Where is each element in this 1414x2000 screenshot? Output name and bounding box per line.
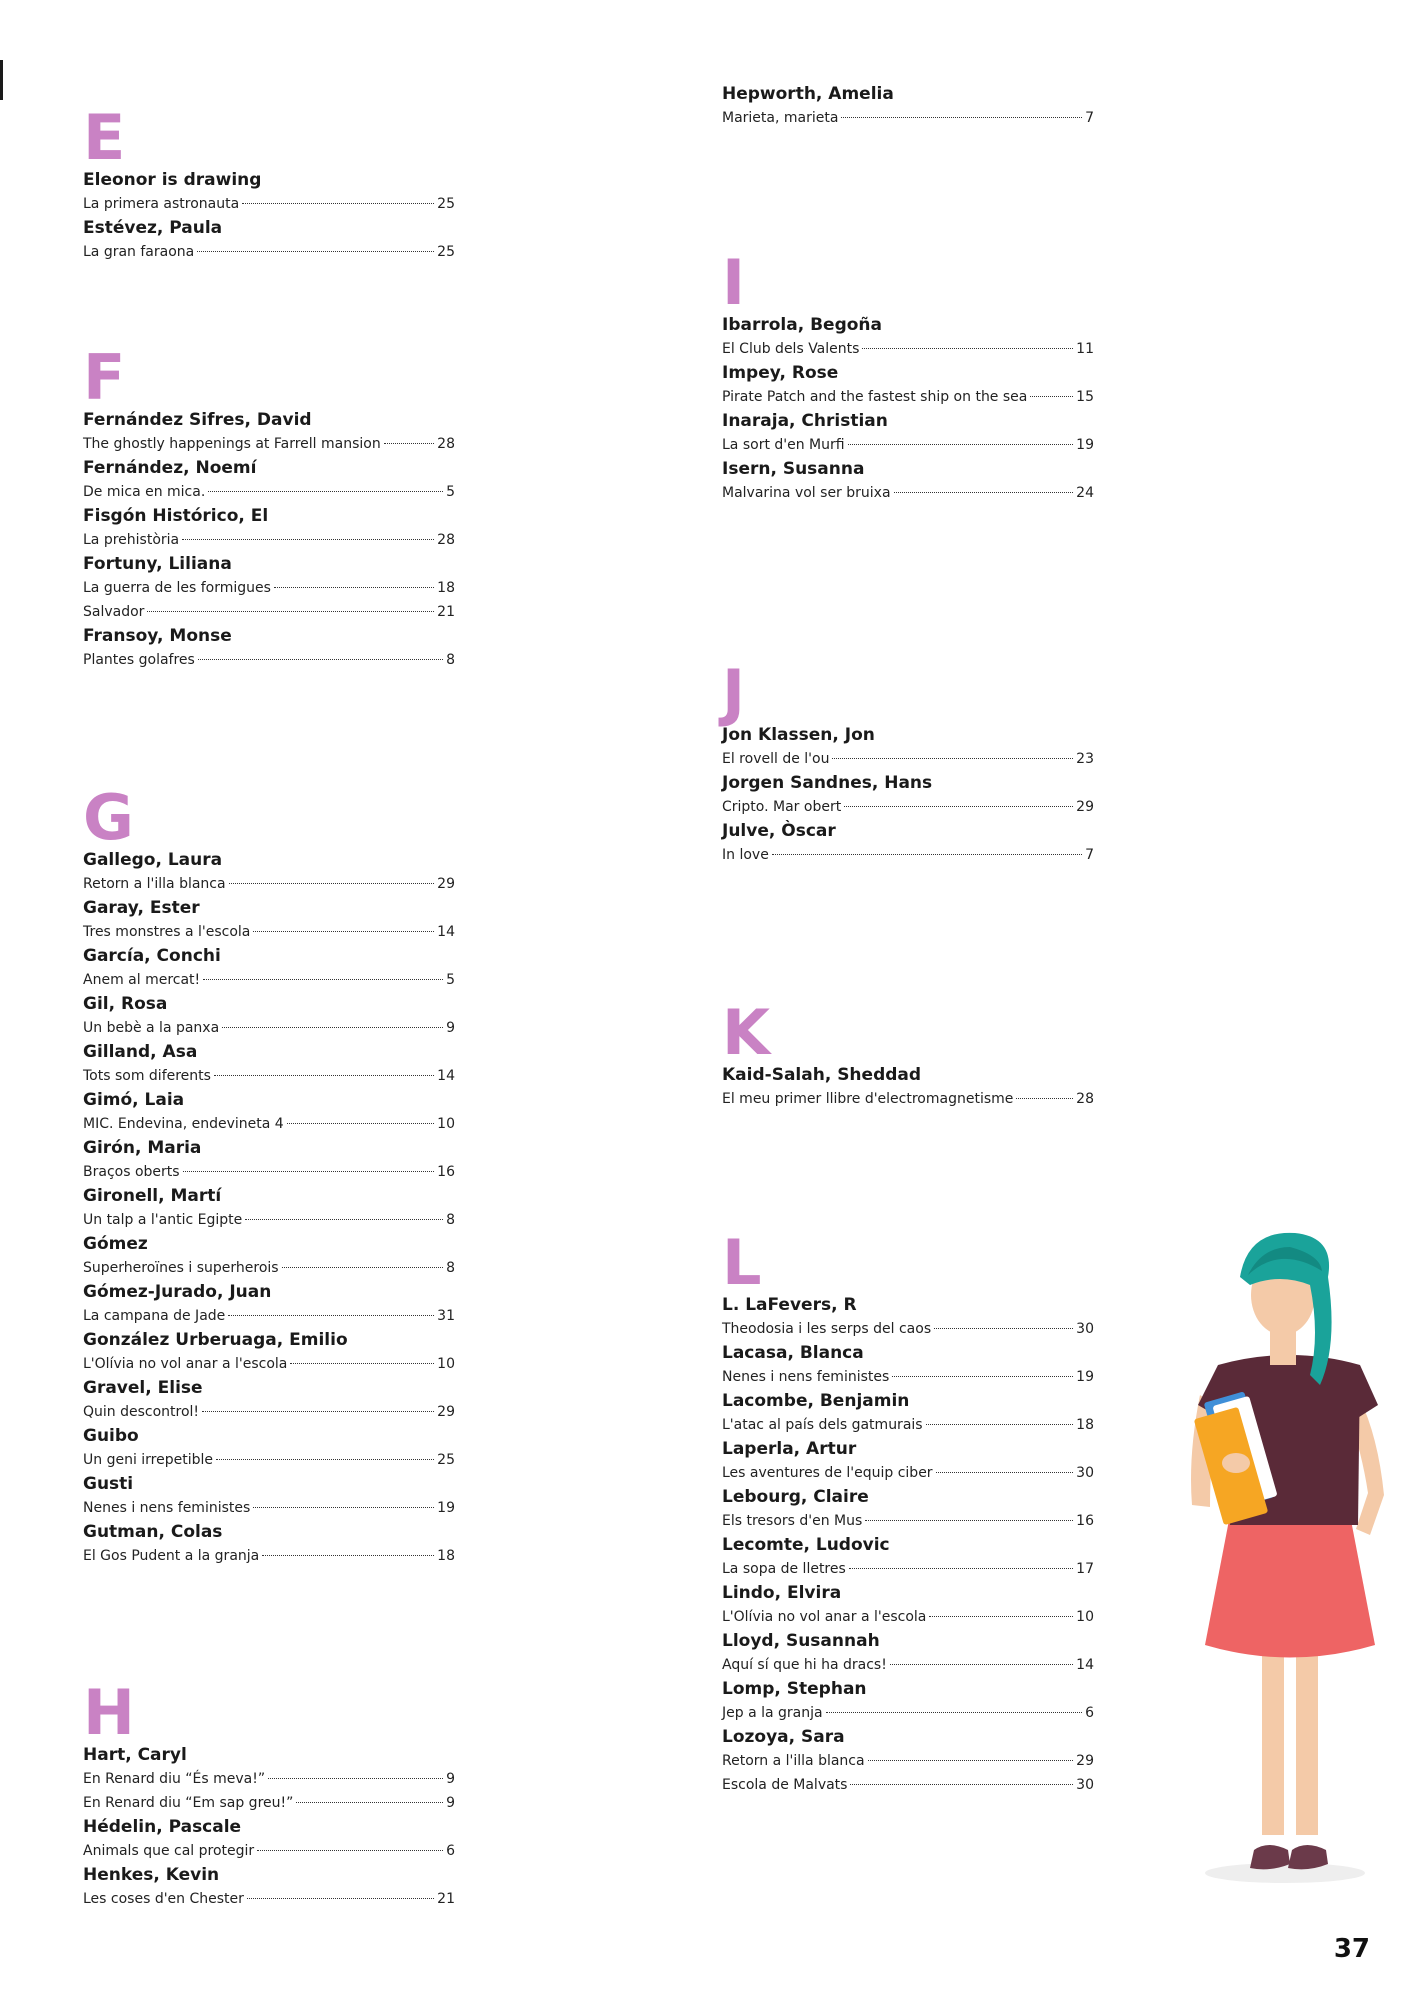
- page-reference: 30: [1076, 1321, 1094, 1337]
- book-entry: [722, 795, 1094, 819]
- dot-leader: [865, 1520, 1073, 1521]
- dot-leader: [849, 1568, 1073, 1569]
- page-reference: 10: [437, 1116, 455, 1132]
- book-entry: [83, 192, 455, 216]
- dot-leader: [253, 1507, 434, 1508]
- dot-leader: [274, 587, 434, 588]
- book-title: Un talp a l'antic Egipte: [83, 1212, 243, 1228]
- book-title: Theodosia i les serps del caos: [722, 1321, 932, 1337]
- author-name: Jorgen Sandnes, Hans: [722, 773, 933, 793]
- dot-leader: [934, 1328, 1073, 1329]
- page-reference: 31: [437, 1308, 455, 1324]
- book-title: La sopa de lletres: [722, 1561, 846, 1577]
- author-name: González Urberuaga, Emilio: [83, 1330, 348, 1350]
- book-entry: [722, 1773, 1094, 1797]
- dot-leader: [262, 1555, 434, 1556]
- dot-leader: [287, 1123, 434, 1124]
- page-reference: 28: [437, 436, 455, 452]
- dot-leader: [214, 1075, 434, 1076]
- dot-leader: [282, 1267, 443, 1268]
- book-title: Jep a la granja: [722, 1705, 823, 1721]
- book-title: Retorn a l'illa blanca: [83, 876, 226, 892]
- author-name: Fisgón Histórico, El: [83, 506, 269, 526]
- book-title: Cripto. Mar obert: [722, 799, 842, 815]
- dot-leader: [1016, 1098, 1073, 1099]
- book-title: El Club dels Valents: [722, 341, 860, 357]
- book-entry: [83, 576, 455, 600]
- dot-leader: [247, 1898, 434, 1899]
- book-entry: [83, 872, 455, 896]
- author-name: Lindo, Elvira: [722, 1583, 842, 1603]
- dot-leader: [832, 758, 1073, 759]
- section-letter: L: [722, 1226, 762, 1299]
- book-entry: [83, 1352, 455, 1376]
- book-entry: [83, 1160, 455, 1184]
- author-name: Lacasa, Blanca: [722, 1343, 864, 1363]
- dot-leader: [202, 1411, 434, 1412]
- page-reference: 11: [1076, 341, 1094, 357]
- author-name: Estévez, Paula: [83, 218, 223, 238]
- book-entry: [83, 920, 455, 944]
- book-title: Els tresors d'en Mus: [722, 1513, 863, 1529]
- dot-leader: [384, 443, 434, 444]
- book-title: Quin descontrol!: [83, 1404, 200, 1420]
- dot-leader: [268, 1778, 443, 1779]
- page-reference: 9: [446, 1020, 455, 1036]
- dot-leader: [929, 1616, 1073, 1617]
- page-reference: 25: [437, 244, 455, 260]
- section-letter: K: [722, 996, 771, 1069]
- page-reference: 23: [1076, 751, 1094, 767]
- page-reference: 19: [437, 1500, 455, 1516]
- section-letter: J: [722, 656, 746, 729]
- author-name: Gómez: [83, 1234, 148, 1254]
- dot-leader: [183, 1171, 435, 1172]
- book-title: Les coses d'en Chester: [83, 1891, 244, 1907]
- author-name: Kaid-Salah, Sheddad: [722, 1065, 922, 1085]
- index-section: [83, 781, 455, 1568]
- page-reference: 29: [1076, 1753, 1094, 1769]
- page-reference: 19: [1076, 437, 1094, 453]
- book-title: Plantes golafres: [83, 652, 195, 668]
- book-entry: [83, 1304, 455, 1328]
- page-reference: 16: [437, 1164, 455, 1180]
- dot-leader: [862, 348, 1073, 349]
- page-reference: 8: [446, 652, 455, 668]
- book-entry: [83, 600, 455, 624]
- book-entry: [722, 337, 1094, 361]
- book-entry: [83, 1256, 455, 1280]
- author-name: Lacombe, Benjamin: [722, 1391, 910, 1411]
- book-title: Nenes i nens feministes: [83, 1500, 251, 1516]
- page-reference: 14: [437, 924, 455, 940]
- author-name: Garay, Ester: [83, 898, 200, 918]
- dot-leader: [229, 883, 435, 884]
- book-title: In love: [722, 847, 769, 863]
- author-name: Gil, Rosa: [83, 994, 168, 1014]
- book-entry: [83, 1496, 455, 1520]
- dot-leader: [216, 1459, 434, 1460]
- dot-leader: [296, 1802, 443, 1803]
- book-title: MIC. Endevina, endevineta 4: [83, 1116, 284, 1132]
- section-letter: E: [83, 101, 126, 174]
- author-name: Fernández, Noemí: [83, 458, 257, 478]
- book-title: La gran faraona: [83, 244, 195, 260]
- dot-leader: [242, 203, 434, 204]
- book-entry: [83, 1887, 455, 1911]
- page-reference: 9: [446, 1771, 455, 1787]
- book-title: L'atac al país dels gatmurais: [722, 1417, 923, 1433]
- page-reference: 16: [1076, 1513, 1094, 1529]
- index-section: [83, 1676, 455, 1911]
- page-reference: 14: [1076, 1657, 1094, 1673]
- book-entry: [722, 1749, 1094, 1773]
- section-letter: G: [83, 781, 134, 854]
- book-title: Anem al mercat!: [83, 972, 201, 988]
- book-title: Un geni irrepetible: [83, 1452, 214, 1468]
- book-title: Salvador: [83, 604, 145, 620]
- author-name: Gallego, Laura: [83, 850, 223, 870]
- book-title: El rovell de l'ou: [722, 751, 830, 767]
- author-name: Lebourg, Claire: [722, 1487, 869, 1507]
- dot-leader: [848, 444, 1074, 445]
- dot-leader: [208, 491, 443, 492]
- page-reference: 17: [1076, 1561, 1094, 1577]
- page-reference: 25: [437, 1452, 455, 1468]
- author-name: Lloyd, Susannah: [722, 1631, 880, 1651]
- book-title: El meu primer llibre d'electromagnetisme: [722, 1091, 1014, 1107]
- author-name: Hédelin, Pascale: [83, 1817, 242, 1837]
- book-entry: [722, 1653, 1094, 1677]
- author-name: Gimó, Laia: [83, 1090, 185, 1110]
- book-entry: [83, 1064, 455, 1088]
- page-reference: 18: [1076, 1417, 1094, 1433]
- author-name: Inaraja, Christian: [722, 411, 888, 431]
- book-entry: [722, 385, 1094, 409]
- page-reference: 7: [1085, 110, 1094, 126]
- author-name: Isern, Susanna: [722, 459, 865, 479]
- index-section: [722, 246, 1094, 505]
- author-name: Gironell, Martí: [83, 1186, 222, 1206]
- book-entry: [83, 1112, 455, 1136]
- index-section: [83, 341, 455, 672]
- page-reference: 28: [437, 532, 455, 548]
- dot-leader: [841, 117, 1082, 118]
- book-entry: [722, 1557, 1094, 1581]
- book-entry: [83, 1767, 455, 1791]
- page-reference: 30: [1076, 1465, 1094, 1481]
- book-title: L'Olívia no vol anar a l'escola: [83, 1356, 288, 1372]
- dot-leader: [203, 979, 443, 980]
- page-reference: 5: [446, 484, 455, 500]
- book-entry: [83, 1400, 455, 1424]
- book-entry: [83, 1791, 455, 1815]
- page-reference: 28: [1076, 1091, 1094, 1107]
- page-reference: 9: [446, 1795, 455, 1811]
- dot-leader: [892, 1376, 1073, 1377]
- page-reference: 25: [437, 196, 455, 212]
- book-entry: [83, 528, 455, 552]
- book-title: Braços oberts: [83, 1164, 180, 1180]
- author-name: Lozoya, Sara: [722, 1727, 845, 1747]
- page-reference: 5: [446, 972, 455, 988]
- dot-leader: [147, 611, 434, 612]
- page-reference: 24: [1076, 485, 1094, 501]
- book-entry: [83, 648, 455, 672]
- dot-leader: [253, 931, 434, 932]
- corner-mark: [0, 60, 3, 100]
- dot-leader: [926, 1424, 1074, 1425]
- index-section: [722, 656, 1094, 867]
- book-entry: [83, 1448, 455, 1472]
- book-title: The ghostly happenings at Farrell mansion: [83, 436, 381, 452]
- page-reference: 30: [1076, 1777, 1094, 1793]
- book-title: Pirate Patch and the fastest ship on the sea: [722, 389, 1028, 405]
- book-title: L'Olívia no vol anar a l'escola: [722, 1609, 927, 1625]
- book-entry: [722, 1605, 1094, 1629]
- author-name: Girón, Maria: [83, 1138, 202, 1158]
- author-name: L. LaFevers, R: [722, 1295, 857, 1315]
- book-title: En Renard diu “És meva!”: [83, 1771, 266, 1787]
- page-reference: 7: [1085, 847, 1094, 863]
- author-name: Ibarrola, Begoña: [722, 315, 882, 335]
- book-entry: [722, 1461, 1094, 1485]
- book-title: Un bebè a la panxa: [83, 1020, 220, 1036]
- author-name: Gravel, Elise: [83, 1378, 203, 1398]
- page-reference: 29: [437, 876, 455, 892]
- index-section: [722, 82, 1094, 130]
- page-reference: 15: [1076, 389, 1094, 405]
- page-reference: 29: [1076, 799, 1094, 815]
- dot-leader: [222, 1027, 443, 1028]
- book-title: De mica en mica.: [83, 484, 206, 500]
- dot-leader: [868, 1760, 1074, 1761]
- author-name: Julve, Òscar: [722, 821, 836, 841]
- book-entry: [83, 1839, 455, 1863]
- section-letter: H: [83, 1676, 135, 1749]
- book-entry: [83, 968, 455, 992]
- page-reference: 21: [437, 1891, 455, 1907]
- book-title: Superheroïnes i superherois: [83, 1260, 279, 1276]
- page-reference: 8: [446, 1212, 455, 1228]
- author-name: Gómez-Jurado, Juan: [83, 1282, 272, 1302]
- book-entry: [722, 1509, 1094, 1533]
- author-name: Guibo: [83, 1426, 139, 1446]
- dot-leader: [245, 1219, 443, 1220]
- page-reference: 6: [446, 1843, 455, 1859]
- book-title: Nenes i nens feministes: [722, 1369, 890, 1385]
- book-entry: [722, 1701, 1094, 1725]
- book-title: Animals que cal protegir: [83, 1843, 255, 1859]
- book-entry: [722, 481, 1094, 505]
- book-entry: [83, 1208, 455, 1232]
- book-entry: [722, 747, 1094, 771]
- dot-leader: [890, 1664, 1073, 1665]
- book-title: La guerra de les formigues: [83, 580, 271, 596]
- section-letter: I: [722, 246, 746, 319]
- section-letter: F: [83, 341, 126, 414]
- dot-leader: [894, 492, 1074, 493]
- dot-leader: [257, 1850, 443, 1851]
- index-section: [83, 101, 455, 264]
- author-name: Fransoy, Monse: [83, 626, 232, 646]
- author-name: Eleonor is drawing: [83, 170, 262, 190]
- index-section: [722, 996, 1094, 1111]
- book-title: El Gos Pudent a la granja: [83, 1548, 260, 1564]
- page-reference: 10: [1076, 1609, 1094, 1625]
- dot-leader: [772, 854, 1082, 855]
- index-section: [722, 1226, 1094, 1797]
- author-name: Fortuny, Liliana: [83, 554, 232, 574]
- book-entry: [722, 1365, 1094, 1389]
- book-title: La sort d'en Murfi: [722, 437, 845, 453]
- page-reference: 29: [437, 1404, 455, 1420]
- book-title: En Renard diu “Em sap greu!”: [83, 1795, 294, 1811]
- author-name: García, Conchi: [83, 946, 221, 966]
- page-reference: 19: [1076, 1369, 1094, 1385]
- book-title: Aquí sí que hi ha dracs!: [722, 1657, 887, 1673]
- book-entry: [83, 240, 455, 264]
- book-title: La primera astronauta: [83, 196, 240, 212]
- book-entry: [722, 1087, 1094, 1111]
- book-entry: [722, 1317, 1094, 1341]
- dot-leader: [290, 1363, 434, 1364]
- book-title: La prehistòria: [83, 532, 180, 548]
- page-reference: 6: [1085, 1705, 1094, 1721]
- author-name: Gusti: [83, 1474, 134, 1494]
- dot-leader: [228, 1315, 434, 1316]
- girl-with-books-illustration: [1170, 1225, 1400, 1890]
- author-name: Gutman, Colas: [83, 1522, 223, 1542]
- book-entry: [83, 1016, 455, 1040]
- dot-leader: [936, 1472, 1074, 1473]
- page-reference: 14: [437, 1068, 455, 1084]
- book-title: Les aventures de l'equip ciber: [722, 1465, 933, 1481]
- book-title: Retorn a l'illa blanca: [722, 1753, 865, 1769]
- book-title: Tots som diferents: [83, 1068, 211, 1084]
- book-title: Marieta, marieta: [722, 110, 839, 126]
- book-title: La campana de Jade: [83, 1308, 226, 1324]
- dot-leader: [198, 659, 443, 660]
- book-entry: [83, 1544, 455, 1568]
- page-number: 37: [1333, 1934, 1370, 1964]
- author-name: Lecomte, Ludovic: [722, 1535, 890, 1555]
- author-name: Henkes, Kevin: [83, 1865, 220, 1885]
- dot-leader: [850, 1784, 1073, 1785]
- author-name: Hepworth, Amelia: [722, 84, 894, 104]
- book-entry: [722, 433, 1094, 457]
- book-title: Malvarina vol ser bruixa: [722, 485, 891, 501]
- dot-leader: [182, 539, 434, 540]
- author-name: Laperla, Artur: [722, 1439, 857, 1459]
- book-entry: [83, 432, 455, 456]
- author-name: Lomp, Stephan: [722, 1679, 867, 1699]
- book-title: Escola de Malvats: [722, 1777, 848, 1793]
- page-reference: 10: [437, 1356, 455, 1372]
- page-reference: 18: [437, 580, 455, 596]
- author-name: Gilland, Asa: [83, 1042, 198, 1062]
- book-entry: [722, 1413, 1094, 1437]
- dot-leader: [1030, 396, 1073, 397]
- page-reference: 18: [437, 1548, 455, 1564]
- dot-leader: [826, 1712, 1082, 1713]
- dot-leader: [197, 251, 434, 252]
- page-reference: 8: [446, 1260, 455, 1276]
- book-entry: [722, 106, 1094, 130]
- author-name: Hart, Caryl: [83, 1745, 187, 1765]
- book-title: Tres monstres a l'escola: [83, 924, 251, 940]
- book-entry: [83, 480, 455, 504]
- page-reference: 21: [437, 604, 455, 620]
- author-name: Jon Klassen, Jon: [722, 725, 875, 745]
- author-name: Fernández Sifres, David: [83, 410, 312, 430]
- book-entry: [722, 843, 1094, 867]
- author-name: Impey, Rose: [722, 363, 839, 383]
- dot-leader: [844, 806, 1073, 807]
